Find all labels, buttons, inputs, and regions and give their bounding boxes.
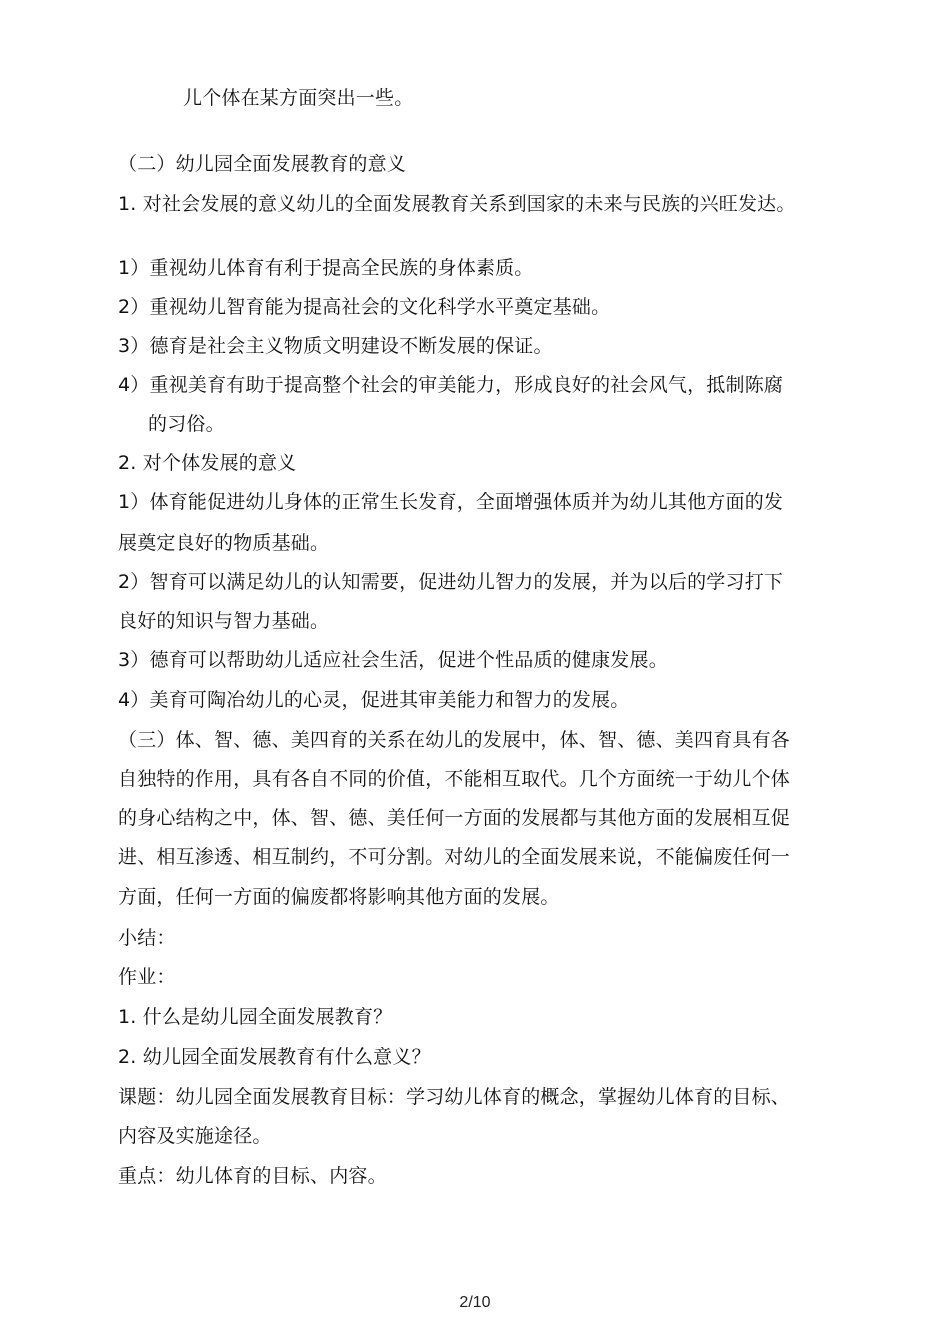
- page-number: 2/10: [459, 1294, 491, 1311]
- paragraph-line: 进、相互渗透、相互制约，不可分割。对幼儿的全面发展来说，不能偏废任何一: [118, 846, 791, 868]
- numbered-item: 2. 对个体发展的意义: [118, 452, 297, 474]
- list-item-continuation: 展奠定良好的物质基础。: [118, 532, 330, 554]
- list-item: 3）德育可以帮助幼儿适应社会生活，促进个性品质的健康发展。: [118, 649, 668, 671]
- list-item: 2）重视幼儿智育能为提高社会的文化科学水平奠定基础。: [118, 296, 611, 318]
- text-line: 儿个体在某方面突出一些。: [183, 87, 414, 109]
- homework-item: 1. 什么是幼儿园全面发展教育？: [118, 1006, 393, 1028]
- homework-item: 2. 幼儿园全面发展教育有什么意义？: [118, 1046, 431, 1068]
- key-points-line: 重点：幼儿体育的目标、内容。: [118, 1165, 387, 1187]
- section-heading: （三）体、智、德、美四育的关系在幼儿的发展中，体、智、德、美四育具有各: [118, 729, 791, 751]
- paragraph-line: 的身心结构之中，体、智、德、美任何一方面的发展都与其他方面的发展相互促: [118, 807, 791, 829]
- list-item: 3）德育是社会主义物质文明建设不断发展的保证。: [118, 335, 553, 357]
- topic-line: 课题：幼儿园全面发展教育目标：学习幼儿体育的概念，掌握幼儿体育的目标、: [118, 1086, 791, 1108]
- list-item-continuation: 良好的知识与智力基础。: [118, 610, 330, 632]
- list-item: 4）美育可陶冶幼儿的心灵，促进其审美能力和智力的发展。: [118, 689, 630, 711]
- section-heading: （二）幼儿园全面发展教育的意义: [118, 153, 407, 175]
- list-item: 4）重视美育有助于提高整个社会的审美能力，形成良好的社会风气，抵制陈腐: [118, 374, 784, 396]
- paragraph-line: 自独特的作用，具有各自不同的价值，不能相互取代。几个方面统一于幼儿个体: [118, 768, 791, 790]
- list-item-continuation: 的习俗。: [148, 413, 225, 435]
- list-item: 2）智育可以满足幼儿的认知需要，促进幼儿智力的发展，并为以后的学习打下: [118, 571, 784, 593]
- list-item: 1）重视幼儿体育有利于提高全民族的身体素质。: [118, 257, 534, 279]
- summary-label: 小结：: [118, 927, 176, 949]
- numbered-item: 1. 对社会发展的意义幼儿的全面发展教育关系到国家的未来与民族的兴旺发达。: [118, 193, 796, 215]
- topic-line-continuation: 内容及实施途径。: [118, 1125, 272, 1147]
- list-item: 1）体育能促进幼儿身体的正常生长发育，全面增强体质并为幼儿其他方面的发: [118, 491, 784, 513]
- paragraph-line: 方面，任何一方面的偏废都将影响其他方面的发展。: [118, 886, 560, 908]
- homework-label: 作业：: [118, 966, 176, 988]
